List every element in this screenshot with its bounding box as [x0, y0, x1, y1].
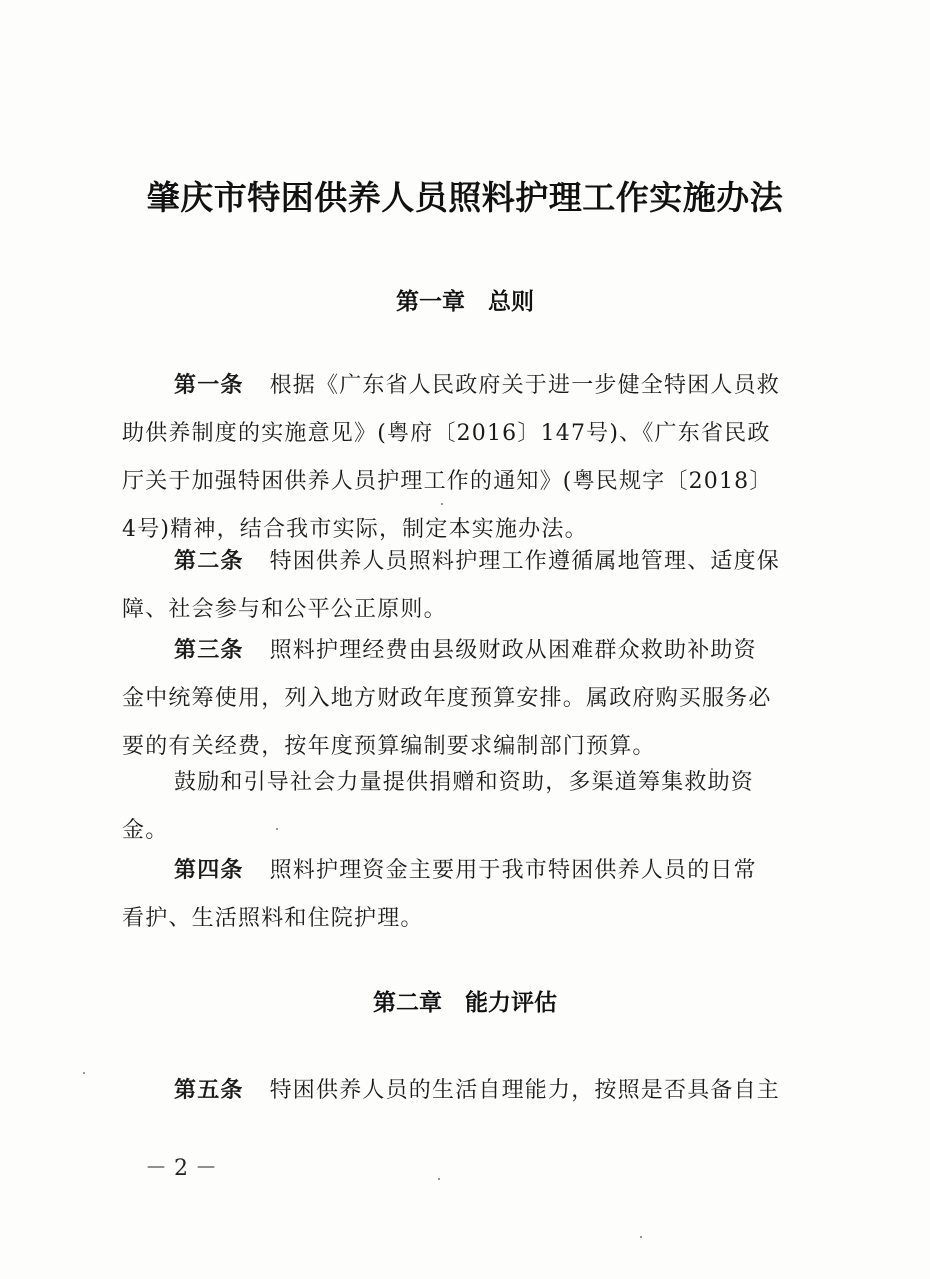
paragraph-line: 障、社会参与和公平公正原则。	[122, 597, 447, 622]
paragraph-line: 看护、生活照料和住院护理。	[122, 906, 424, 931]
paragraph-line	[122, 538, 802, 586]
chapter-heading-1: 第一章 总则	[396, 289, 534, 315]
paragraph-text: 根据《广东省人民政府关于进一步健全特困人员救	[269, 373, 781, 398]
article-3	[122, 627, 802, 771]
paragraph-line	[122, 627, 802, 675]
article-label: 第二条	[174, 549, 244, 574]
paragraph-line: 鼓励和引导社会力量提供捐赠和资助，多渠道筹集救助资	[174, 770, 755, 795]
article-4	[122, 847, 802, 943]
paragraph-line: 4号)精神，结合我市实际，制定本实施办法。	[122, 517, 588, 542]
article-1	[122, 362, 802, 554]
article-label: 第一条	[174, 373, 244, 398]
paragraph-text: 特困供养人员照料护理工作遵循属地管理、适度保	[269, 549, 781, 574]
paragraph-line	[122, 1067, 802, 1115]
paragraph-encourage	[122, 759, 802, 855]
article-5	[122, 1067, 802, 1115]
article-2	[122, 538, 802, 634]
paragraph-line	[122, 847, 802, 895]
paragraph-line	[122, 362, 802, 410]
paragraph-line: 要的有关经费，按年度预算编制要求编制部门预算。	[122, 734, 656, 759]
scan-speck	[83, 1072, 85, 1074]
scan-speck	[438, 1178, 440, 1180]
document-title: 肇庆市特困供养人员照料护理工作实施办法	[146, 178, 784, 217]
chapter-heading-2: 第二章 能力评估	[373, 990, 557, 1016]
page-number: － 2 －	[145, 1156, 217, 1181]
scan-speck	[276, 828, 278, 830]
paragraph-text: 照料护理资金主要用于我市特困供养人员的日常	[269, 858, 757, 883]
scan-speck	[441, 503, 443, 505]
paragraph-text: 照料护理经费由县级财政从困难群众救助补助资	[269, 638, 757, 663]
paragraph-text: 特困供养人员的生活自理能力，按照是否具备自主	[269, 1078, 781, 1103]
scan-speck	[711, 768, 713, 770]
paragraph-line: 厅关于加强特困供养人员护理工作的通知》(粤民规字〔2018〕	[122, 469, 773, 494]
paragraph-line: 金中统筹使用，列入地方财政年度预算安排。属政府购买服务必	[122, 686, 772, 711]
article-label: 第五条	[174, 1078, 244, 1103]
paragraph-line: 金。	[122, 818, 169, 843]
article-label: 第三条	[174, 638, 244, 663]
article-label: 第四条	[174, 858, 244, 883]
paragraph-line: 助供养制度的实施意见》(粤府〔2016〕147号)、《广东省民政	[122, 421, 771, 446]
scan-speck	[640, 1236, 642, 1238]
